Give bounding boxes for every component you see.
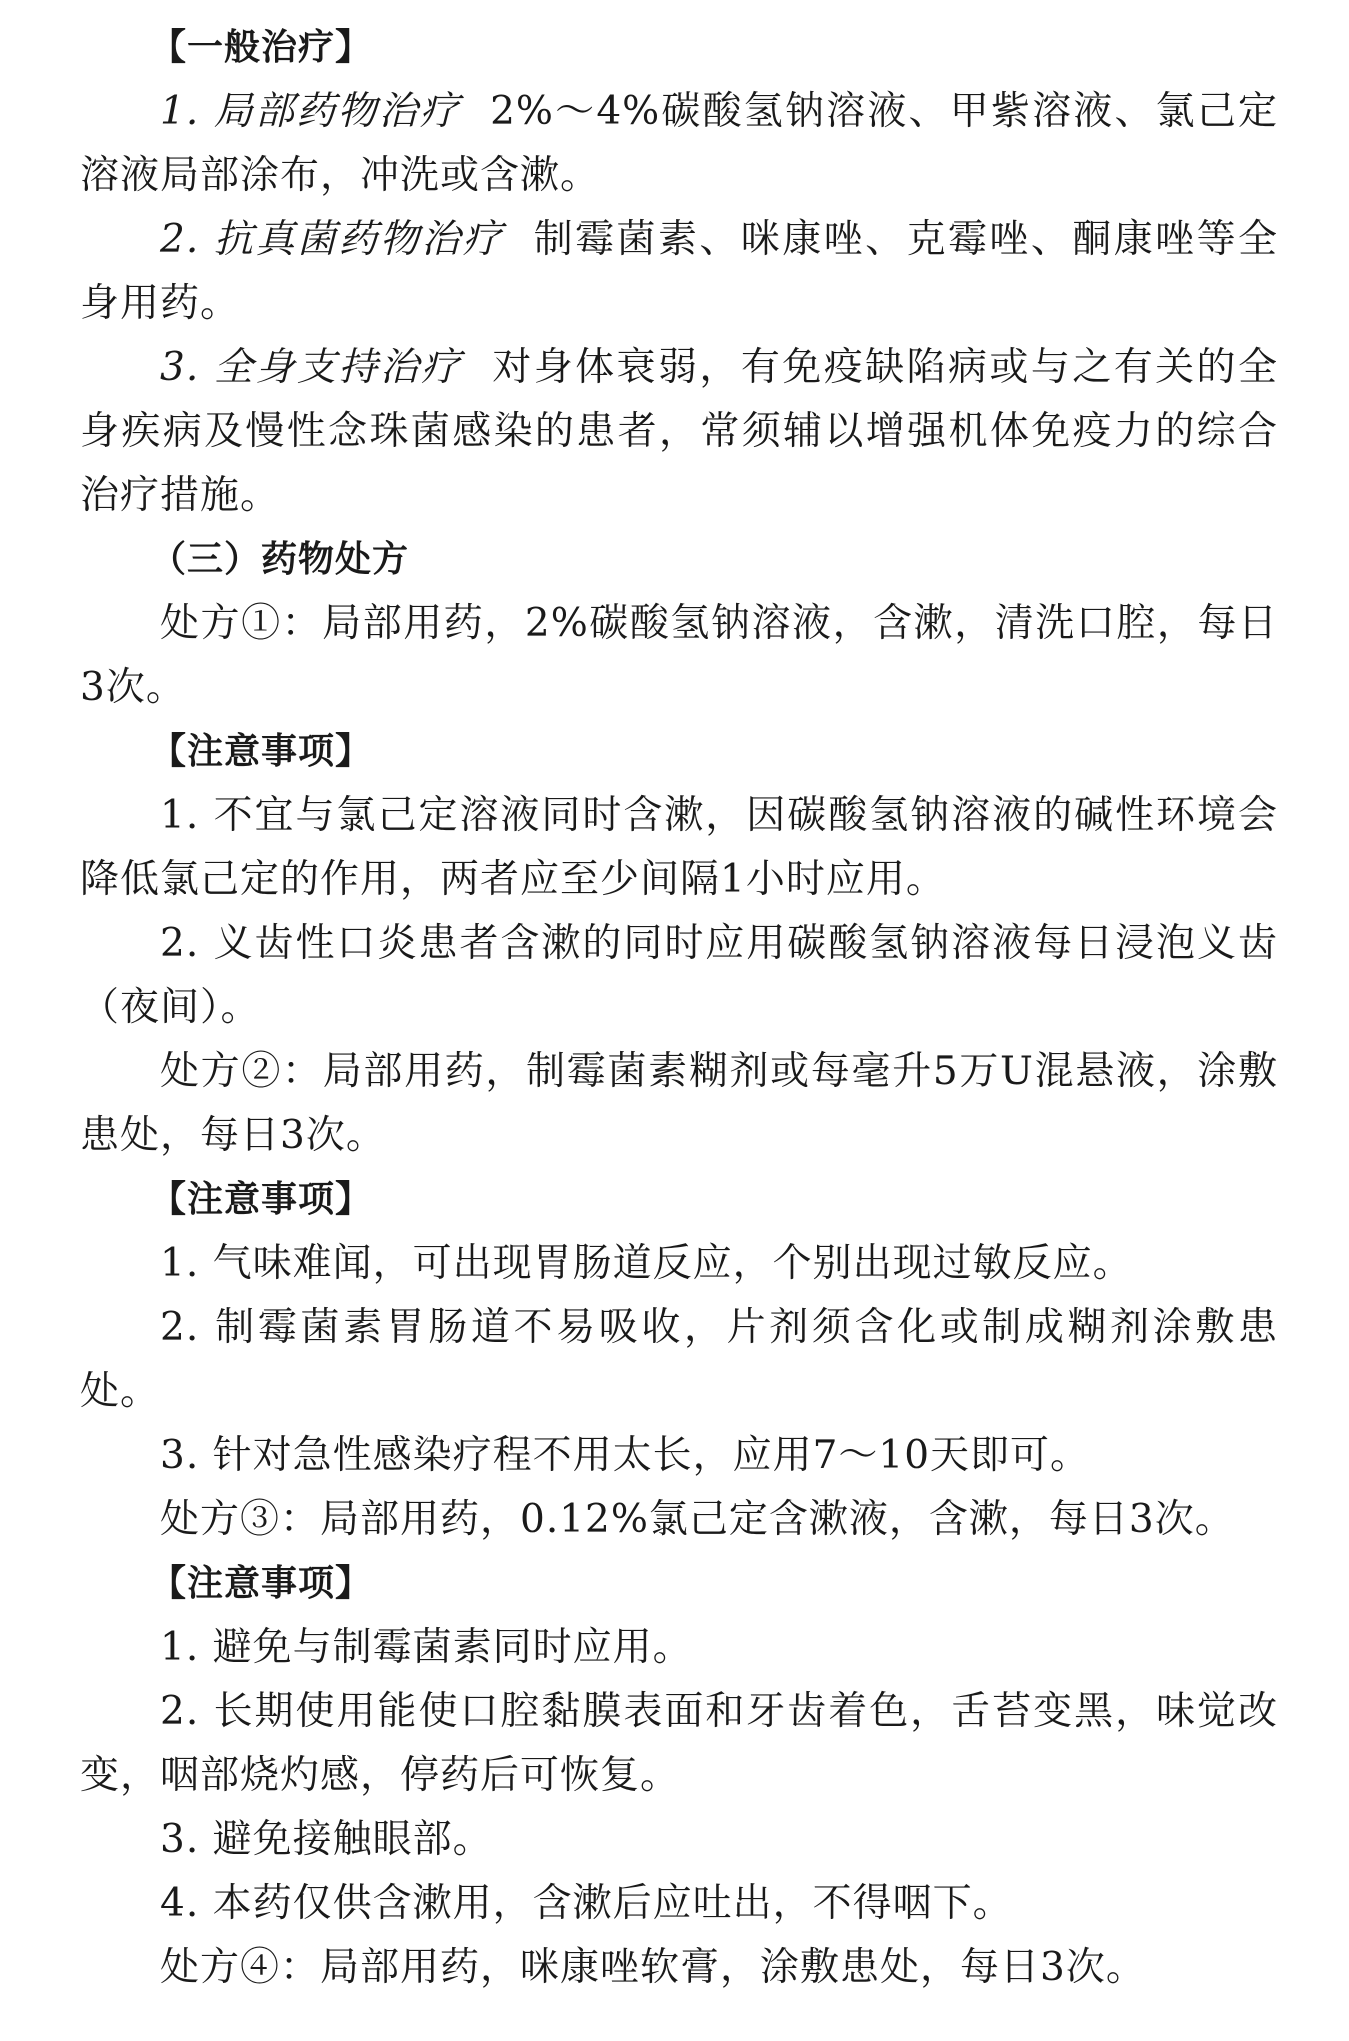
item-text: 对身体衰弱，有免疫缺陷病或与之有关的全身疾病及慢性念珠菌感染的患者，常须辅以增强机体免疫力的综合治疗措施。 bbox=[80, 345, 1278, 518]
general-treatment-item-2 bbox=[80, 208, 1278, 336]
item-text: 2%～4%碳酸氢钠溶液、甲紫溶液、氯己定溶液局部涂布，冲洗或含漱。 bbox=[80, 89, 1279, 198]
item-text: 制霉菌素、咪康唑、克霉唑、酮康唑等全身用药。 bbox=[80, 217, 1278, 326]
general-treatment-heading: 【一般治疗】 bbox=[150, 27, 373, 68]
item-lead: 3. 全身支持治疗 bbox=[160, 345, 463, 390]
note-item: 4. 本药仅供含漱用，含漱后应吐出，不得咽下。 bbox=[160, 1881, 1013, 1926]
note-item: 2. 义齿性口炎患者含漱的同时应用碳酸氢钠溶液每日浸泡义齿（夜间）。 bbox=[80, 921, 1278, 1030]
note-item: 3. 避免接触眼部。 bbox=[160, 1817, 493, 1862]
notes-heading: 【注意事项】 bbox=[150, 731, 373, 772]
prescription-2: 处方②：局部用药，制霉菌素糊剂或每毫升5万U混悬液，涂敷患处，每日3次。 bbox=[80, 1049, 1278, 1158]
general-treatment-item-1 bbox=[80, 80, 1278, 208]
notes-heading: 【注意事项】 bbox=[150, 1179, 373, 1220]
prescriptions-heading: （三）药物处方 bbox=[150, 539, 410, 580]
note-item: 1. 避免与制霉菌素同时应用。 bbox=[160, 1625, 693, 1670]
note-item: 2. 长期使用能使口腔黏膜表面和牙齿着色，舌苔变黑，味觉改变，咽部烧灼感，停药后可恢复。 bbox=[80, 1689, 1278, 1798]
note-item: 1. 不宜与氯己定溶液同时含漱，因碳酸氢钠溶液的碱性环境会降低氯己定的作用，两者应至少间隔1小时应用。 bbox=[80, 793, 1278, 902]
item-lead: 2. 抗真菌药物治疗 bbox=[160, 217, 505, 262]
prescription-4: 处方④：局部用药，咪康唑软膏，涂敷患处，每日3次。 bbox=[160, 1945, 1146, 1990]
note-item: 2. 制霉菌素胃肠道不易吸收，片剂须含化或制成糊剂涂敷患处。 bbox=[80, 1305, 1278, 1414]
note-item: 3. 针对急性感染疗程不用太长，应用7～10天即可。 bbox=[160, 1433, 1091, 1478]
prescription-3: 处方③：局部用药，0.12%氯己定含漱液，含漱，每日3次。 bbox=[160, 1497, 1235, 1542]
note-item: 1. 气味难闻，可出现胃肠道反应，个别出现过敏反应。 bbox=[160, 1241, 1133, 1286]
document-page bbox=[80, 16, 1278, 2000]
notes-heading: 【注意事项】 bbox=[150, 1563, 373, 1604]
item-lead: 1. 局部药物治疗 bbox=[160, 89, 461, 134]
general-treatment-item-3 bbox=[80, 336, 1278, 528]
prescription-1: 处方①：局部用药，2%碳酸氢钠溶液，含漱，清洗口腔，每日3次。 bbox=[80, 601, 1278, 710]
